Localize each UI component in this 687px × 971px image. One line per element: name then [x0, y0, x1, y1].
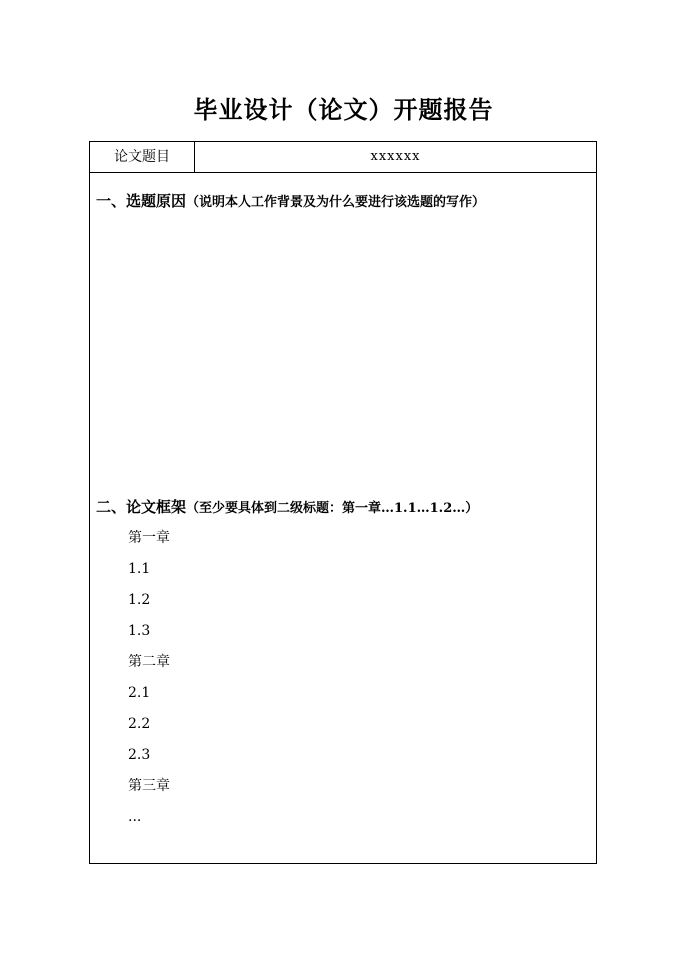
thesis-framework-note: （至少要具体到二级标题：第一章…1.1…1.2…）	[186, 501, 479, 516]
outline-item: 第一章	[128, 530, 170, 546]
proposal-form-table	[89, 141, 597, 864]
thesis-framework-heading: 二、论文框架	[96, 498, 187, 516]
topic-reason-heading: 一、选题原因	[96, 192, 187, 210]
outline-item: 2.3	[128, 747, 151, 763]
document-title: 毕业设计（论文）开题报告	[193, 95, 494, 124]
framework-outline	[128, 524, 170, 834]
thesis-framework-section	[96, 497, 590, 519]
outline-item: 2.1	[128, 685, 151, 701]
outline-item: 第三章	[128, 778, 170, 794]
topic-reason-note: （说明本人工作背景及为什么要进行该选题的写作）	[186, 195, 486, 210]
outline-item: ...	[128, 809, 142, 825]
thesis-title-row	[90, 142, 596, 173]
thesis-title-value[interactable]: xxxxxx	[370, 149, 421, 164]
outline-item: 1.1	[128, 561, 151, 577]
outline-item: 第二章	[128, 654, 170, 670]
outline-item: 1.3	[128, 623, 151, 639]
topic-reason-section	[96, 191, 590, 213]
thesis-title-label: 论文题目	[90, 142, 195, 172]
outline-item: 1.2	[128, 592, 151, 608]
outline-item: 2.2	[128, 716, 151, 732]
